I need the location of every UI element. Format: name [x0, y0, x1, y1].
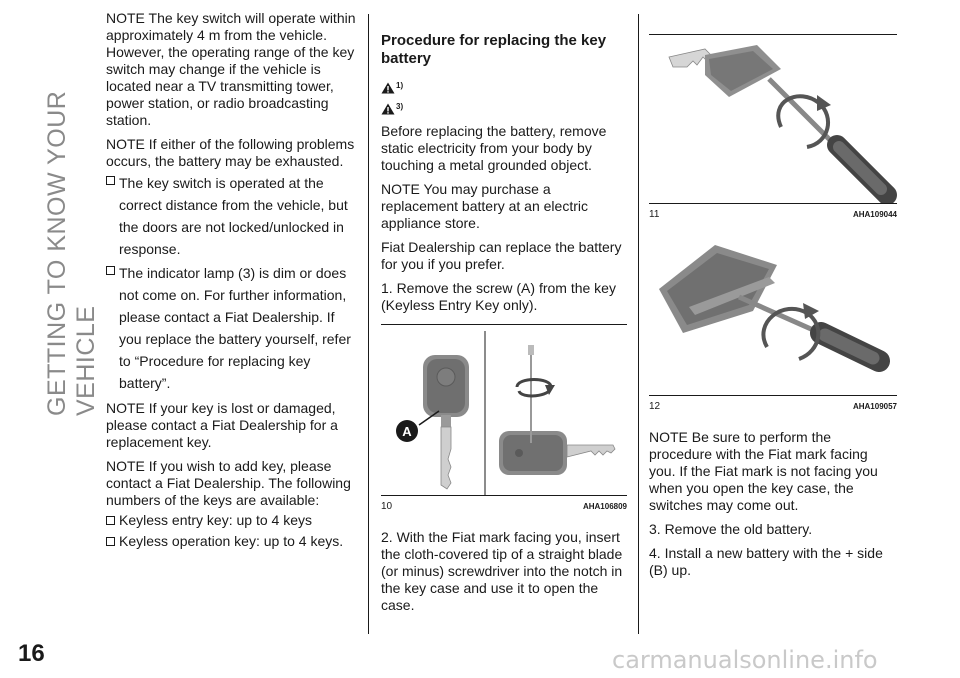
list-item: The key switch is operated at the correct distance from the vehicle, but the doors are not locked/unlocked in response.	[106, 172, 356, 260]
warning-triangle-icon	[381, 103, 395, 115]
note-add-key: NOTE If you wish to add key, please contact a Fiat Dealership. The following numbers of the keys are available:	[106, 458, 351, 508]
column-3	[649, 34, 897, 586]
figure-number: 12	[649, 401, 661, 412]
note-operating-range: NOTE The key switch will operate within approximately 4 m from the vehicle. However, the operating range of the key switch may change if the vehicle is located near a TV transmitting tower, power station, or radio broadcasting station.	[106, 10, 356, 128]
column-divider	[638, 14, 639, 634]
figure-code: AHA109057	[852, 402, 897, 411]
watermark: carmanualsonline.info	[612, 646, 878, 674]
screwdriver-opening-illustration	[649, 237, 897, 395]
step-2: 2. With the Fiat mark facing you, insert the cloth-covered tip of a straight blade (or minus) screwdriver into the notch in the key case and use it to open the case.	[381, 529, 623, 613]
figure-caption	[649, 396, 897, 415]
callout-label-a: A	[402, 424, 412, 439]
figure-10	[381, 325, 627, 496]
column-2	[381, 32, 627, 621]
figure-code: AHA106809	[582, 502, 627, 511]
procedure-heading: Procedure for replacing the key battery	[381, 32, 607, 67]
bullet-box-icon	[106, 516, 115, 525]
warning-ref: 3)	[381, 95, 627, 115]
figure-11	[649, 35, 897, 204]
list-item: The indicator lamp (3) is dim or does not come on. For further information, please contact a Fiat Dealership. If you replace the battery yourself, refer to “Procedure for replacing key battery”.	[106, 262, 356, 394]
figure-12	[649, 237, 897, 396]
figure-number: 10	[381, 501, 393, 512]
note-fiat-mark: NOTE Be sure to perform the procedure with the Fiat mark facing you. If the Fiat mark is not facing you when you open the key case, the switches may come out.	[649, 429, 878, 513]
figure-code: AHA109044	[852, 210, 897, 219]
step-1: 1. Remove the screw (A) from the key (Keyless Entry Key only).	[381, 280, 616, 313]
step-4: 4. Install a new battery with the + side (B) up.	[649, 545, 883, 578]
figure-caption	[381, 496, 627, 515]
dealer-replace-note: Fiat Dealership can replace the battery for you if you prefer.	[381, 239, 622, 272]
step-3: 3. Remove the old battery.	[649, 521, 813, 537]
figure-number: 11	[649, 209, 660, 220]
column-1	[106, 10, 356, 555]
list-item: Keyless entry key: up to 4 keys	[106, 512, 356, 529]
column-divider	[368, 14, 369, 634]
bullet-box-icon	[106, 266, 115, 275]
static-electricity-note: Before replacing the battery, remove static electricity from your body by touching a metal grounded object.	[381, 123, 607, 173]
replacement-battery-note: NOTE You may purchase a replacement battery at an electric appliance store.	[381, 181, 588, 231]
list-item: Keyless operation key: up to 4 keys.	[106, 533, 356, 550]
warning-triangle-icon	[381, 82, 395, 94]
key-screw-illustration	[381, 325, 627, 495]
note-key-lost: NOTE If your key is lost or damaged, please contact a Fiat Dealership for a replacement key.	[106, 400, 338, 450]
figure-caption	[649, 204, 897, 223]
bullet-box-icon	[106, 176, 115, 185]
note-battery-exhausted: NOTE If either of the following problems occurs, the battery may be exhausted.	[106, 136, 355, 169]
section-title: GETTING TO KNOW YOUR VEHICLE	[43, 90, 100, 416]
page-number: 16	[18, 640, 45, 667]
open-key-case-illustration	[649, 35, 897, 203]
warning-ref: 1)	[381, 74, 627, 94]
bullet-box-icon	[106, 537, 115, 546]
